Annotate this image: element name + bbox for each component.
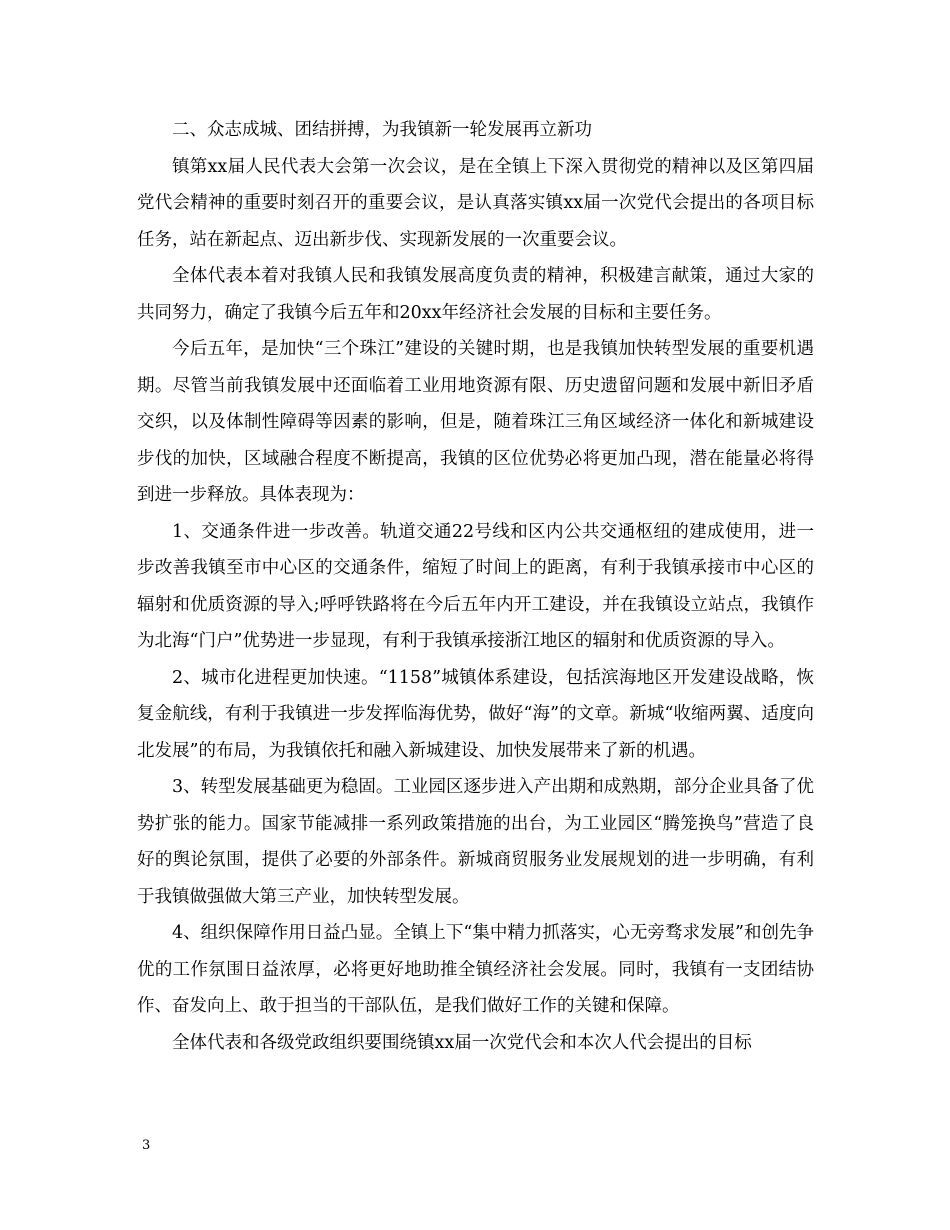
- paragraph-7: 4、组织保障作用日益凸显。全镇上下“集中精力抓落实，心无旁骛求发展”和创先争优的工作氛围日益浓厚，必将更好地助推全镇经济社会发展。同时，我镇有一支团结协作、奋发向上、敢于担当的干部队伍，是我们做好工作的关键和保障。: [137, 923, 814, 1016]
- section-heading: 二、众志成城、团结拼搏，为我镇新一轮发展再立新功: [172, 120, 592, 140]
- page-number: 3: [142, 1138, 151, 1153]
- paragraph-6: 3、转型发展基础更为稳固。工业园区逐步进入产出期和成熟期，部分企业具备了优势扩张的能力。国家节能减排一系列政策措施的出台，为工业园区“腾笼换鸟”营造了良好的舆论氛围，提供了必要的外部条件。新城商贸服务业发展规划的进一步明确，有利于我镇做强做大第三产业，加快转型发展。: [137, 777, 814, 907]
- paragraph-3: 今后五年，是加快“三个珠江”建设的关键时期，也是我镇加快转型发展的重要机遇期。尽管当前我镇发展中还面临着工业用地资源有限、历史遗留问题和发展中新旧矛盾交织，以及体制性障碍等因素的影响，但是，随着珠江三角区域经济一体化和新城建设步伐的加快，区域融合程度不断提高，我镇的区位优势必将更加凸现，潜在能量必将得到进一步释放。具体表现为：: [137, 339, 814, 505]
- document-body: [137, 112, 814, 1061]
- paragraph-8: 全体代表和各级党政组织要围绕镇xx届一次党代会和本次人代会提出的目标: [172, 1032, 752, 1053]
- paragraph-5: 2、城市化进程更加快速。“1158”城镇体系建设，包括滨海地区开发建设战略，恢复金航线，有利于我镇进一步发挥临海优势，做好“海”的文章。新城“收缩两翼、适度向北发展”的布局，为我镇依托和融入新城建设、加快发展带来了新的机遇。: [137, 667, 814, 761]
- paragraph-1: 镇第xx届人民代表大会第一次会议，是在全镇上下深入贯彻党的精神以及区第四届党代会精神的重要时刻召开的重要会议，是认真落实镇xx届一次党代会提出的各项目标任务，站在新起点、迈出新步伐、实现新发展的一次重要会议。: [137, 156, 814, 250]
- paragraph-4: 1、交通条件进一步改善。轨道交通22号线和区内公共交通枢纽的建成使用，进一步改善我镇至市中心区的交通条件，缩短了时间上的距离，有利于我镇承接市中心区的辐射和优质资源的导入;呼呼铁路将在今后五年内开工建设，并在我镇设立站点，我镇作为北海“门户”优势进一步显现，有利于我镇承接浙江地区的辐射和优质资源的导入。: [137, 521, 814, 651]
- paragraph-2: 全体代表本着对我镇人民和我镇发展高度负责的精神，积极建言献策，通过大家的共同努力，确定了我镇今后五年和20xx年经济社会发展的目标和主要任务。: [137, 266, 814, 323]
